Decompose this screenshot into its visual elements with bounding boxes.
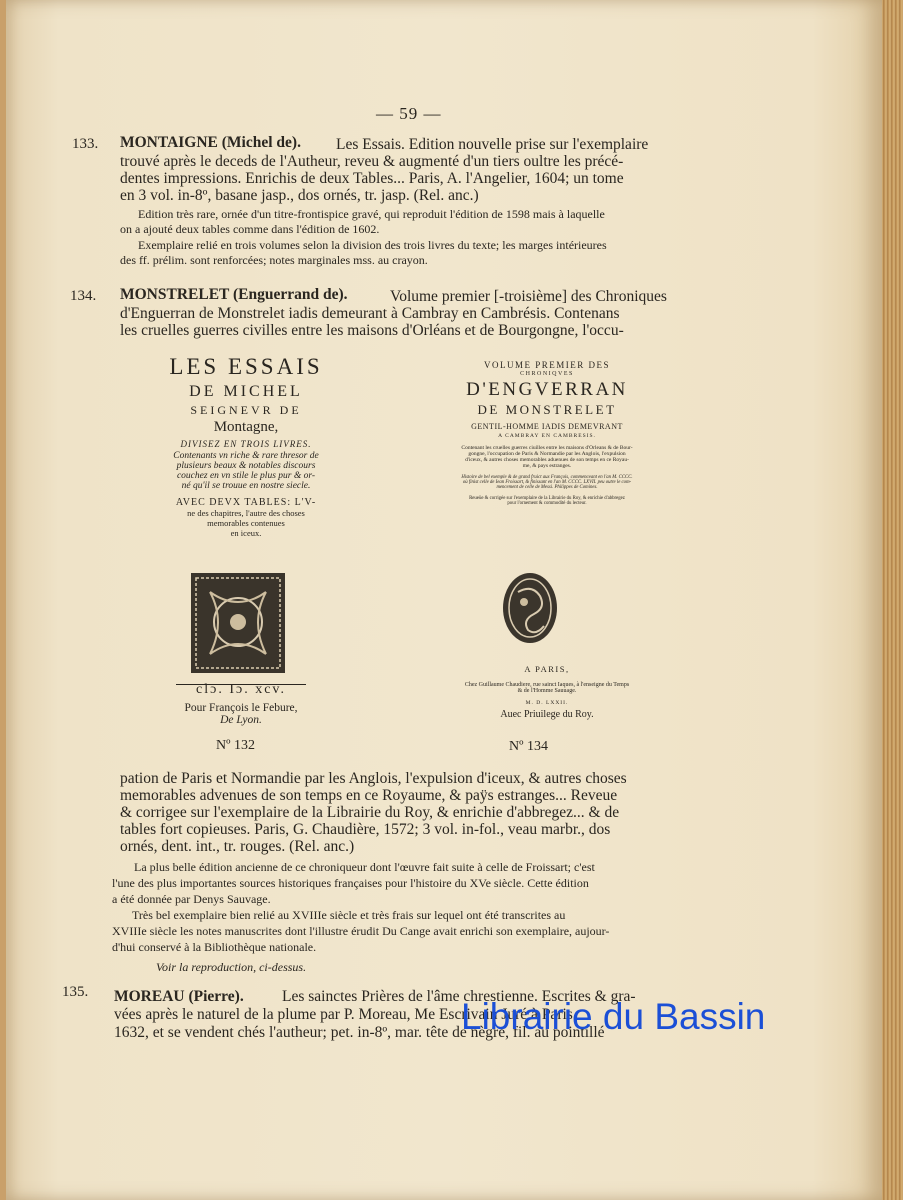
entry-line: & corrigee sur l'exemplaire de la Librairie du Roy, & enrichie d'abbregez... & de xyxy=(120,804,620,821)
catalogue-page xyxy=(6,0,882,1200)
imprint-line: clɔ. Iɔ. xcv. xyxy=(196,682,286,697)
entry-line: Les sainctes Prières de l'âme chrestienne. Escrites & gra- xyxy=(282,988,636,1005)
title-page-132 xyxy=(146,354,346,538)
tp-line: A CAMBRAY EN CAMBRESIS. xyxy=(498,433,596,439)
note-line: a été donnée par Denys Sauvage. xyxy=(112,892,271,906)
note-line: on a ajouté deux tables comme dans l'édition de 1602. xyxy=(120,222,380,236)
tp-line: VOLUME PREMIER DES xyxy=(483,360,610,370)
note-line: des ff. prélim. sont renforcées; notes marginales mss. au crayon. xyxy=(120,253,428,267)
entry-line: ornés, dent. int., tr. rouges. (Rel. anc.) xyxy=(120,838,355,855)
tp-line: GENTIL-HOMME IADIS DEMEVRANT xyxy=(471,422,623,431)
tp-line: mencement de celle de Messi. Philippes de Comines. xyxy=(496,485,598,490)
entry-line: memorables advenues de son temps en ce Royaume, & paÿs estranges... Reveue xyxy=(120,787,618,804)
tp-line: me, & pays estranges. xyxy=(522,463,572,469)
tp-title: D'ENGVERRAN xyxy=(466,379,628,400)
tp-line: Histoire de bel exemple & de grand fruict aux François, commenceant en l'an M. CCCC. xyxy=(461,475,633,480)
note-line: l'une des plus importantes sources historiques françaises pour l'histoire du XVe siècle. Cette édition xyxy=(112,876,589,890)
tp-line: d'iceux, & autres choses memorables aduenues de son temps en ce Royau- xyxy=(465,457,629,463)
tp-line: pour l'ornement & commodité du lecteur. xyxy=(507,501,587,506)
tp-line: né qu'il se trouue en nostre siecle. xyxy=(181,481,311,491)
tp-line: gongne, l'occupation de Paris & Normandie par les Anglois, l'expulsion xyxy=(468,451,626,457)
imprint-line: A PARIS, xyxy=(524,664,570,674)
tp-line: plusieurs beaux & notables discours xyxy=(176,461,316,471)
tp-line: memorables contenues xyxy=(207,518,285,528)
note-line: Edition très rare, ornée d'un titre-frontispice gravé, qui reproduit l'édition de 1598 mais à laquelle xyxy=(138,207,605,221)
tp-line: ne des chapitres, l'autre des choses xyxy=(187,508,305,518)
entry-line: pation de Paris et Normandie par les Anglois, l'expulsion d'iceux, & autres choses xyxy=(120,770,627,787)
entry-line: d'Enguerran de Monstrelet iadis demeurant à Cambray en Cambrésis. Contenans xyxy=(120,305,620,322)
entry-line: vées après le naturel de la plume par P. Moreau, Me Escrivain Juré à Paris. xyxy=(114,1006,577,1023)
note-line: La plus belle édition ancienne de ce chroniqueur dont l'œuvre fait suite à celle de Froissart; c'est xyxy=(134,860,595,874)
tp-line: où finist celle de Iean Froissart, & finissant en l'an M. CCCC. LXVII. peu outre le com- xyxy=(462,480,632,485)
imprint-134 xyxy=(406,664,688,720)
entry-author-135: MOREAU (Pierre). xyxy=(114,988,244,1005)
tp-line: en iceux. xyxy=(230,528,262,538)
note-line: Très bel exemplaire bien relié au XVIIIe siècle et très frais sur lequel ont été transcrites au xyxy=(132,908,566,922)
tp-line: Montagne, xyxy=(213,419,279,435)
note-line: Voir la reproduction, ci-dessus. xyxy=(156,960,307,974)
imprint-132 xyxy=(156,682,326,726)
note-line: XVIIIe siècle les notes manuscrites dont l'illustre érudit Du Cange avait enrichi son exemplaire, aujour- xyxy=(112,924,610,938)
entry-line: en 3 vol. in-8º, basane jasp., dos ornés, tr. jasp. (Rel. anc.) xyxy=(120,187,479,204)
watermark: Librairie du Bassin xyxy=(461,996,766,1037)
entry-author-134: MONSTRELET (Enguerrand de). xyxy=(120,286,348,303)
imprint-line: M. D. LXXII. xyxy=(525,700,569,706)
tp-line: couchez en vn stile le plus pur & or- xyxy=(176,471,316,481)
tp-line: Contenants vn riche & rare thresor de xyxy=(173,451,319,461)
entry-author-133: MONTAIGNE (Michel de). xyxy=(120,134,301,151)
figure-caption-132: Nº 132 xyxy=(216,738,255,753)
entry-line: trouvé après le deceds de l'Autheur, reveu & augmenté d'un tiers oultre les précé- xyxy=(120,153,624,170)
tp-line: DE MONSTRELET xyxy=(477,402,617,417)
entry-line: tables fort copieuses. Paris, G. Chaudière, 1572; 3 vol. in-fol., veau marbr., dos xyxy=(120,821,611,838)
entry-line: dentes impressions. Enrichis de deux Tables... Paris, A. l'Angelier, 1604; un tome xyxy=(120,170,624,187)
tp-line: Contenant les cruelles guerres ciuilles entre les maisons d'Orleans & de Bour- xyxy=(461,445,633,451)
tp-line: AVEC DEVX TABLES: L'V- xyxy=(175,497,317,508)
entry-line: les cruelles guerres civilles entre les maisons d'Orléans et de Bourgongne, l'occu- xyxy=(120,322,624,339)
printers-mark-ornament xyxy=(500,570,560,646)
imprint-line: Chez Guillaume Chaudiere, rue sainct Iaques, à l'enseigne du Temps xyxy=(464,682,630,688)
entry-number-134: 134. xyxy=(70,288,97,304)
page-number: — 59 — xyxy=(376,104,442,123)
entry-number-135: 135. xyxy=(62,984,89,1000)
note-line: Exemplaire relié en trois volumes selon la division des trois livres du texte; les marges intérieures xyxy=(138,238,607,252)
tp-line: DE MICHEL xyxy=(189,383,303,400)
imprint-line: & de l'Homme Sauuage. xyxy=(517,688,577,694)
entry-line: Les Essais. Edition nouvelle prise sur l'exemplaire xyxy=(336,136,649,153)
note-line: d'hui conservé à la Bibliothèque nationale. xyxy=(112,940,317,954)
entry-line: Volume premier [-troisième] des Chroniques xyxy=(390,288,667,305)
entry-number-133: 133. xyxy=(72,136,99,152)
imprint-line: Pour François le Febure, xyxy=(184,702,298,714)
tp-line: CHRONIQVES xyxy=(520,371,574,377)
page-stack-edge xyxy=(880,0,903,1200)
figure-caption-134: Nº 134 xyxy=(509,739,548,754)
tp-line: DIVISEZ EN TROIS LIVRES. xyxy=(180,439,312,449)
printers-device-ornament xyxy=(190,572,286,674)
tp-title: LES ESSAIS xyxy=(169,354,323,379)
imprint-line: De Lyon. xyxy=(220,714,262,726)
title-page-134 xyxy=(426,360,668,506)
tp-line: Reueüe & corrigée sur l'exemplaire de la Librairie du Roy, & enrichie d'abbregez xyxy=(469,496,625,501)
imprint-line: Auec Priuilege du Roy. xyxy=(500,709,594,720)
entry-line: 1632, et se vendent chés l'autheur; pet. in-8º, mar. tête de nègre, fil. au pointillé xyxy=(114,1024,605,1041)
tp-line: SEIGNEVR DE xyxy=(190,403,302,417)
